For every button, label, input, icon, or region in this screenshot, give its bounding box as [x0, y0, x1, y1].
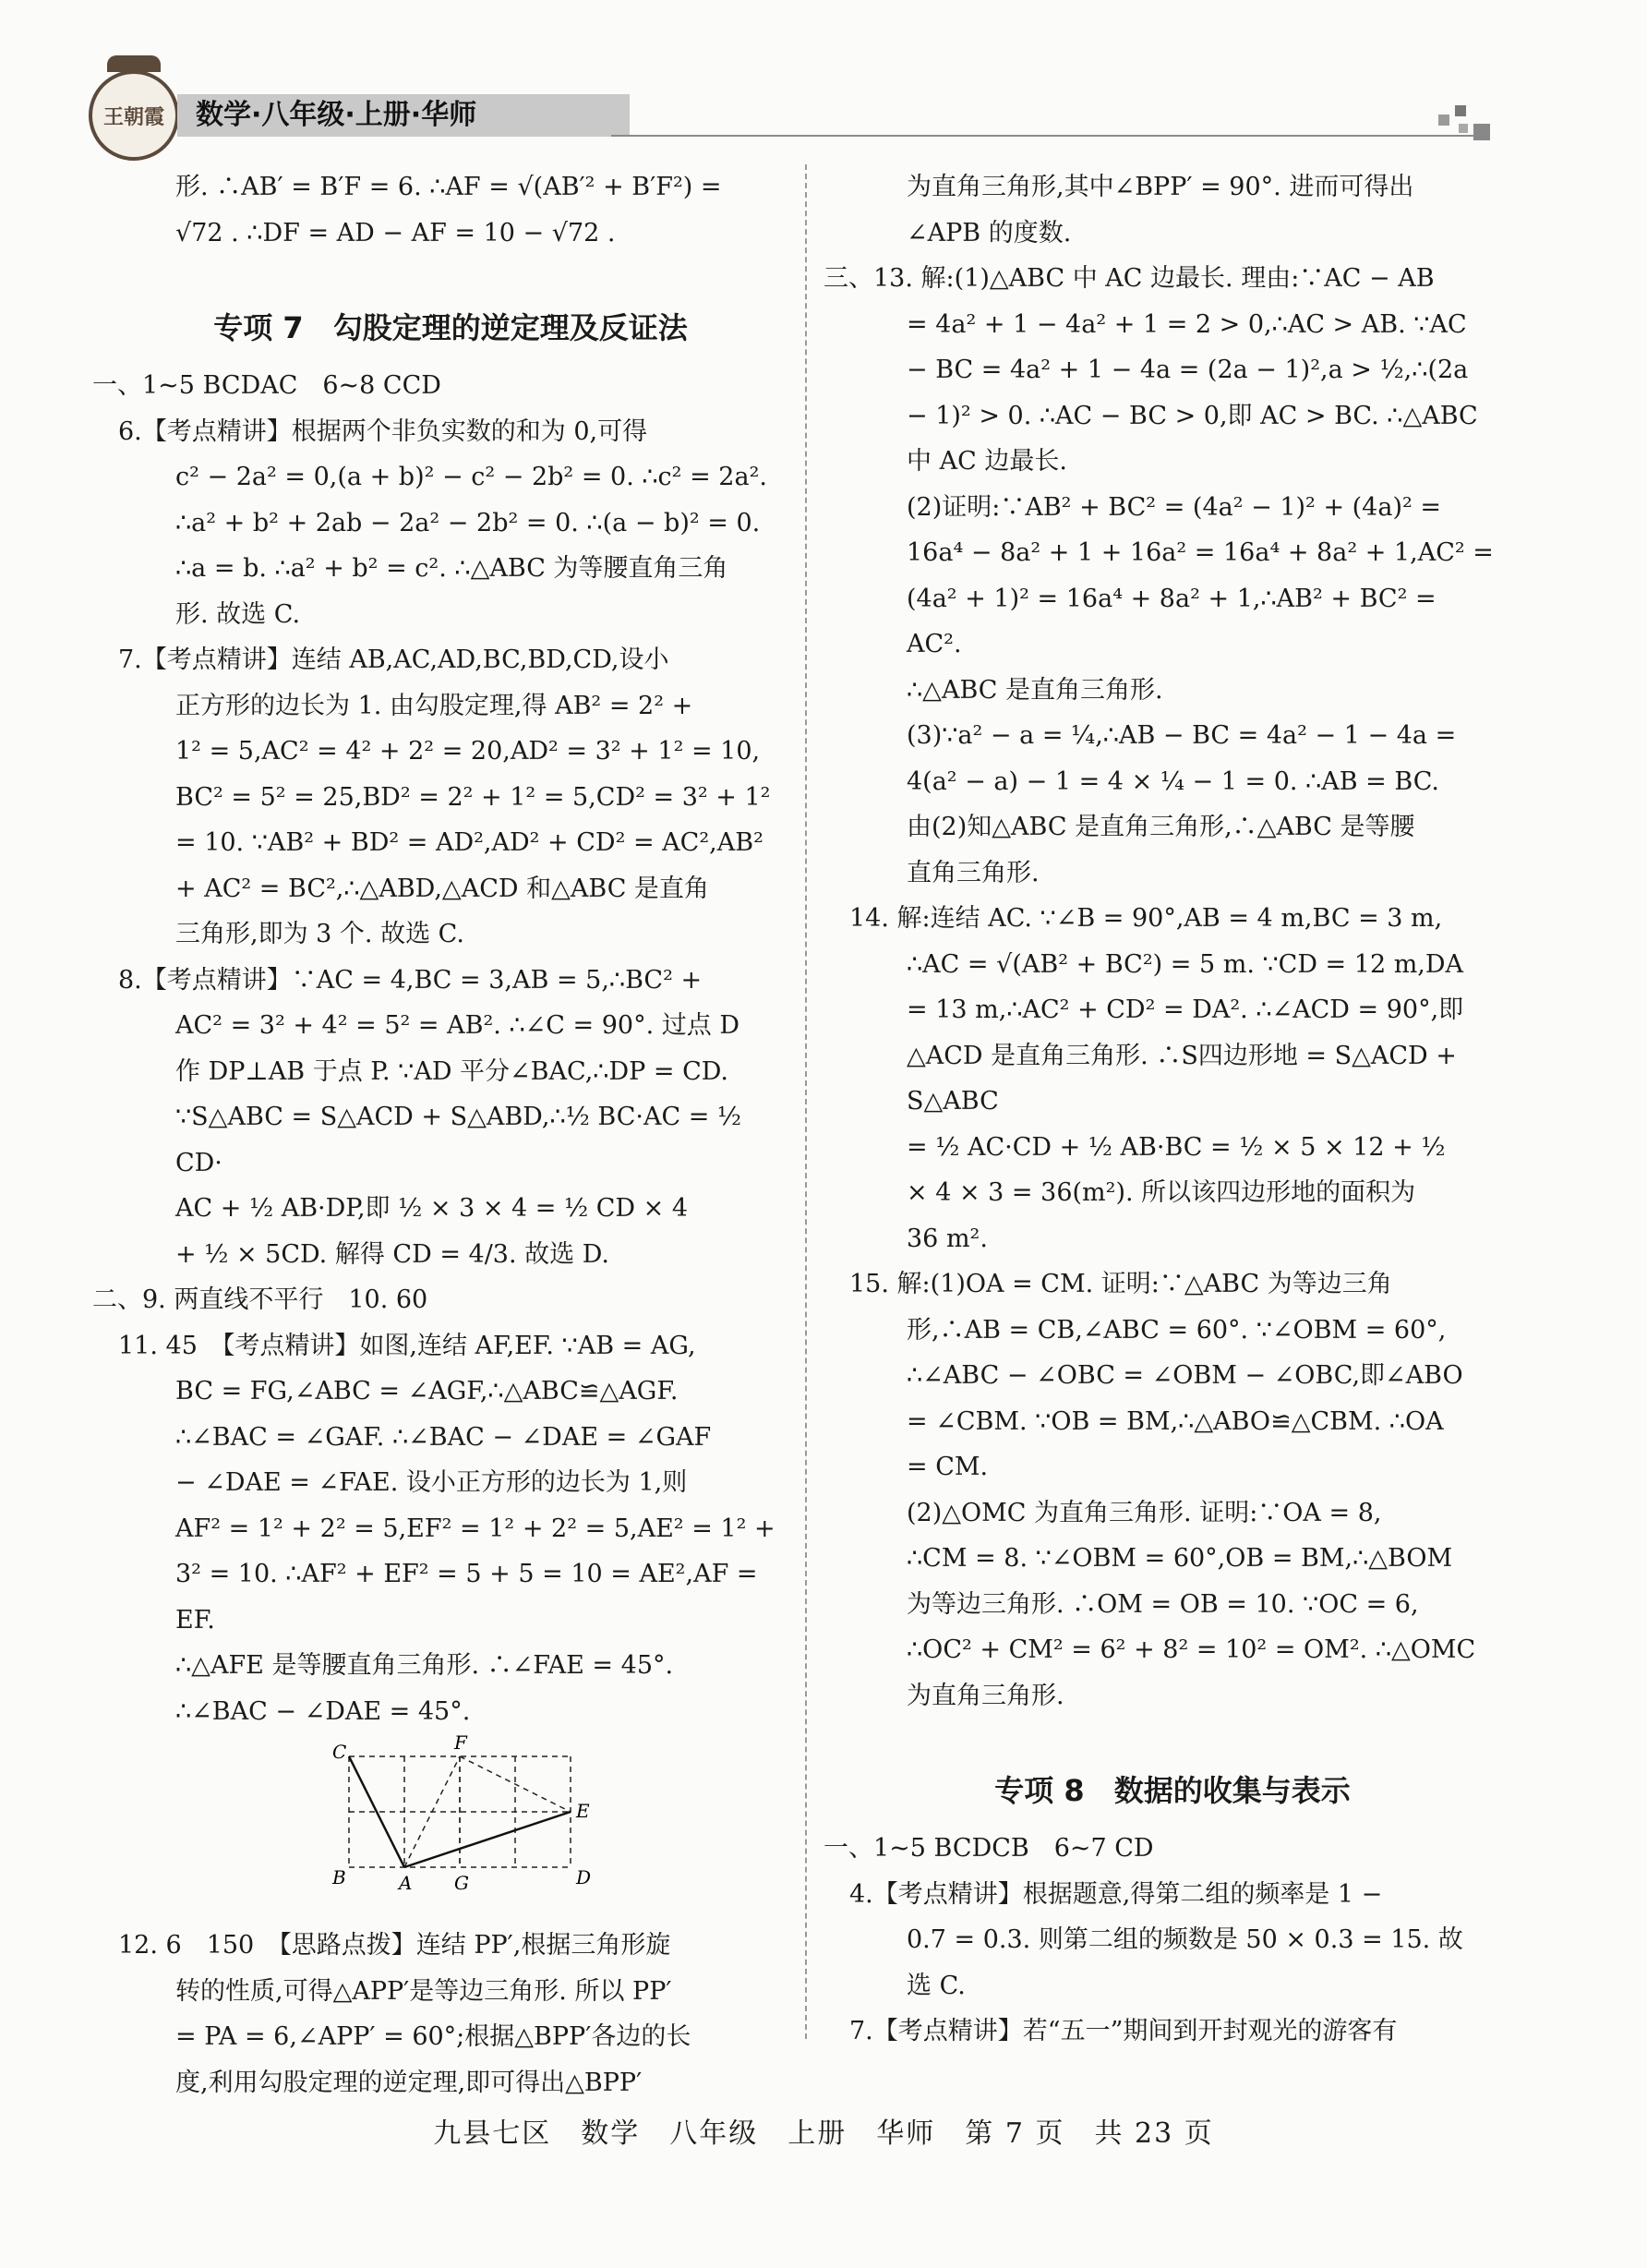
column-divider: [805, 164, 807, 2039]
text-line: ∴AC = √(AB² + BC²) = 5 m. ∵CD = 12 m,DA: [907, 949, 1464, 979]
text-line: 作 DP⊥AB 于点 P. ∵AD 平分∠BAC,∴DP = CD.: [175, 1056, 729, 1086]
text-line: 三、13. 解:(1)△ABC 中 AC 边最长. 理由:∵AC − AB: [824, 264, 1435, 293]
text-line: (3)∵a² − a = ¼,∴AB − BC = 4a² − 1 − 4a =: [907, 721, 1457, 750]
text-line: 正方形的边长为 1. 由勾股定理,得 AB² = 2² +: [175, 691, 693, 720]
text-line: 三角形,即为 3 个. 故选 C.: [175, 920, 464, 948]
section-7-choice-answers: 一、1~5 BCDAC 6~8 CCD: [92, 371, 441, 400]
label-f: F: [454, 1731, 467, 1754]
text-line: ∴∠ABC − ∠OBC = ∠OBM − ∠OBC,即∠ABO: [907, 1361, 1463, 1390]
grid-diagram: [312, 1731, 592, 1913]
segment-ca: [349, 1756, 404, 1867]
question-6: [118, 409, 783, 638]
text-line: (4a² + 1)² = 16a⁴ + 8a² + 1,∴AB² + BC² = AC².: [907, 584, 1445, 658]
label-c: C: [332, 1741, 347, 1763]
text-line: = 4a² + 1 − 4a² + 1 = 2 > 0,∴AC > AB. ∵AC: [907, 309, 1467, 339]
text-line: − 1)² > 0. ∴AC − BC > 0,即 AC > BC. ∴△ABC: [907, 401, 1478, 430]
section-8-title: 专项 8 数据的收集与表示: [994, 1773, 1351, 1808]
section-7-fill-answers: 二、9. 两直线不平行 10. 60: [92, 1285, 428, 1314]
text-line: AF² = 1² + 2² = 5,EF² = 1² + 2² = 5,AE² = 1² +: [175, 1514, 775, 1543]
text-line: 由(2)知△ABC 是直角三角形,∴△ABC 是等腰: [907, 813, 1415, 841]
text-line: + AC² = BC²,∴△ABD,△ACD 和△ABC 是直角: [175, 874, 709, 903]
left-top-lines: [118, 164, 783, 256]
text-line: √72 . ∴DF = AD − AF = 10 − √72 .: [175, 218, 616, 247]
text-line: 0.7 = 0.3. 则第二组的频数是 50 × 0.3 = 15. 故: [907, 1925, 1463, 1954]
text-line: (2)△OMC 为直角三角形. 证明:∵OA = 8,: [907, 1498, 1382, 1527]
text-line: = 10. ∵AB² + BD² = AD²,AD² + CD² = AC²,AB²: [175, 828, 763, 857]
text-line: ∴a² + b² + 2ab − 2a² − 2b² = 0. ∴(a − b)² = 0.: [175, 508, 761, 537]
text-line: 转的性质,可得△APP′是等边三角形. 所以 PP′: [175, 1976, 672, 2006]
text-line: 11. 45 【考点精讲】如图,连结 AF,EF. ∵AB = AG,: [118, 1331, 696, 1360]
section-8-choice-answers: 一、1~5 BCDCB 6~7 CD: [824, 1834, 1154, 1863]
question-14: [849, 896, 1496, 1261]
text-line: 15. 解:(1)OA = CM. 证明:∵△ABC 为等边三角: [849, 1270, 1392, 1298]
text-line: + ½ × 5CD. 解得 CD = 4/3. 故选 D.: [175, 1239, 609, 1269]
text-line: = 13 m,∴AC² + CD² = DA². ∴∠ACD = 90°,即: [907, 995, 1464, 1024]
text-line: 1² = 5,AC² = 4² + 2² = 20,AD² = 3² + 1² = 10,: [175, 737, 761, 766]
text-line: ∴△AFE 是等腰直角三角形. ∴∠FAE = 45°.: [175, 1651, 674, 1680]
question-7: [118, 637, 783, 958]
text-line: 为等边三角形. ∴OM = OB = 10. ∵OC = 6,: [907, 1589, 1419, 1619]
text-line: AC + ½ AB·DP,即 ½ × 3 × 4 = ½ CD × 4: [175, 1194, 689, 1223]
text-line: = ∠CBM. ∵OB = BM,∴△ABO≌△CBM. ∴OA: [907, 1406, 1444, 1436]
text-line: 8.【考点精讲】∵AC = 4,BC = 3,AB = 5,∴BC² +: [118, 965, 703, 995]
text-line: 36 m².: [907, 1224, 988, 1253]
question-11: [118, 1323, 783, 1735]
label-d: D: [576, 1866, 592, 1888]
brand-logo: 王朝霞: [89, 70, 179, 161]
header-square-3: [1473, 124, 1490, 140]
question-12: [118, 1923, 783, 2105]
text-line: 7.【考点精讲】若“五一”期间到开封观光的游客有: [849, 2017, 1398, 2045]
text-line: 直角三角形.: [907, 858, 1040, 887]
text-line: AC² = 3² + 4² = 5² = AB². ∴∠C = 90°. 过点 D: [175, 1011, 739, 1040]
text-line: ∴△ABC 是直角三角形.: [907, 675, 1163, 705]
grid-figure: [118, 1731, 783, 1923]
text-line: = CM.: [907, 1453, 989, 1481]
text-line: ∴∠BAC − ∠DAE = 45°.: [175, 1696, 471, 1726]
label-a: A: [399, 1872, 413, 1894]
text-line: ∴OC² + CM² = 6² + 8² = 10² = OM². ∴△OMC: [907, 1635, 1476, 1664]
header-square-1: [1438, 115, 1449, 126]
text-line: BC² = 5² = 25,BD² = 2² + 1² = 5,CD² = 3² + 1²: [175, 782, 771, 812]
section-8-question-7: [849, 2009, 1496, 2055]
text-line: − BC = 4a² + 1 − 4a = (2a − 1)²,a > ½,∴(2a: [907, 356, 1469, 384]
text-line: − ∠DAE = ∠FAE. 设小正方形的边长为 1,则: [175, 1468, 688, 1497]
text-line: 6.【考点精讲】根据两个非负实数的和为 0,可得: [118, 416, 648, 446]
label-e: E: [576, 1800, 590, 1822]
book-title: 数学·八年级·上册·华师: [177, 94, 630, 137]
text-line: 形. ∴AB′ = B′F = 6. ∴AF = √(AB′² + B′F²) =: [175, 173, 722, 201]
right-top-lines: [849, 164, 1496, 256]
text-line: △ACD 是直角三角形. ∴S四边形地 = S△ACD + S△ABC: [907, 1041, 1465, 1116]
text-line: c² − 2a² = 0,(a + b)² − c² − 2b² = 0. ∴c² = 2a².: [175, 463, 767, 491]
label-b: B: [332, 1866, 346, 1888]
page-footer: 九县七区 数学 八年级 上册 华师 第 7 页 共 23 页: [433, 2117, 1214, 2150]
text-line: 形,∴AB = CB,∠ABC = 60°. ∵∠OBM = 60°,: [907, 1315, 1447, 1345]
text-line: (2)证明:∵AB² + BC² = (4a² − 1)² + (4a)² =: [907, 492, 1442, 522]
label-g: G: [454, 1872, 469, 1894]
header-rule: [611, 135, 1475, 137]
section-8-question-4: [849, 1872, 1496, 2009]
text-line: 选 C.: [907, 1971, 966, 2000]
text-line: 形. 故选 C.: [175, 599, 301, 629]
text-line: = PA = 6,∠APP′ = 60°;根据△BPP′各边的长: [175, 2022, 691, 2051]
text-line: 14. 解:连结 AC. ∵∠B = 90°,AB = 4 m,BC = 3 m,: [849, 904, 1443, 933]
text-line: × 4 × 3 = 36(m²). 所以该四边形地的面积为: [907, 1178, 1416, 1207]
text-line: 4(a² − a) − 1 = 4 × ¼ − 1 = 0. ∴AB = BC.: [907, 766, 1439, 796]
text-line: = ½ AC·CD + ½ AB·BC = ½ × 5 × 12 + ½: [907, 1132, 1446, 1162]
text-line: 为直角三角形.: [907, 1681, 1064, 1710]
text-line: ∴CM = 8. ∵∠OBM = 60°,OB = BM,∴△BOM: [907, 1544, 1453, 1573]
question-15: [849, 1261, 1496, 1719]
text-line: 12. 6 150 【思路点拨】连结 PP′,根据三角形旋: [118, 1931, 671, 1960]
text-line: 为直角三角形,其中∠BPP′ = 90°. 进而可得出: [907, 173, 1414, 201]
right-column: [824, 164, 1496, 2055]
page-header: [89, 57, 1501, 142]
header-square-2: [1455, 105, 1466, 116]
segment-ae: [404, 1812, 571, 1867]
text-line: 中 AC 边最长.: [907, 447, 1067, 476]
header-square-4: [1459, 124, 1468, 133]
text-line: 度,利用勾股定理的逆定理,即可得出△BPP′: [175, 2068, 643, 2097]
left-column: [92, 164, 783, 2105]
section-7-title: 专项 7 勾股定理的逆定理及反证法: [213, 310, 688, 345]
text-line: ∠APB 的度数.: [907, 218, 1072, 247]
text-line: ∴∠BAC = ∠GAF. ∴∠BAC − ∠DAE = ∠GAF: [175, 1422, 712, 1452]
text-line: 3² = 10. ∴AF² + EF² = 5 + 5 = 10 = AE²,AF = EF.: [175, 1560, 766, 1635]
text-line: ∴a = b. ∴a² + b² = c². ∴△ABC 为等腰直角三角: [175, 554, 728, 583]
question-13: [824, 256, 1496, 896]
question-8: [118, 958, 783, 1278]
text-line: 16a⁴ − 8a² + 1 + 16a² = 16a⁴ + 8a² + 1,AC² =: [907, 538, 1494, 567]
text-line: BC = FG,∠ABC = ∠AGF,∴△ABC≌△AGF.: [175, 1377, 679, 1405]
text-line: 7.【考点精讲】连结 AB,AC,AD,BC,BD,CD,设小: [118, 645, 669, 674]
text-line: 4.【考点精讲】根据题意,得第二组的频率是 1 −: [849, 1879, 1383, 1909]
text-line: ∵S△ABC = S△ACD + S△ABD,∴½ BC·AC = ½ CD·: [175, 1103, 750, 1177]
